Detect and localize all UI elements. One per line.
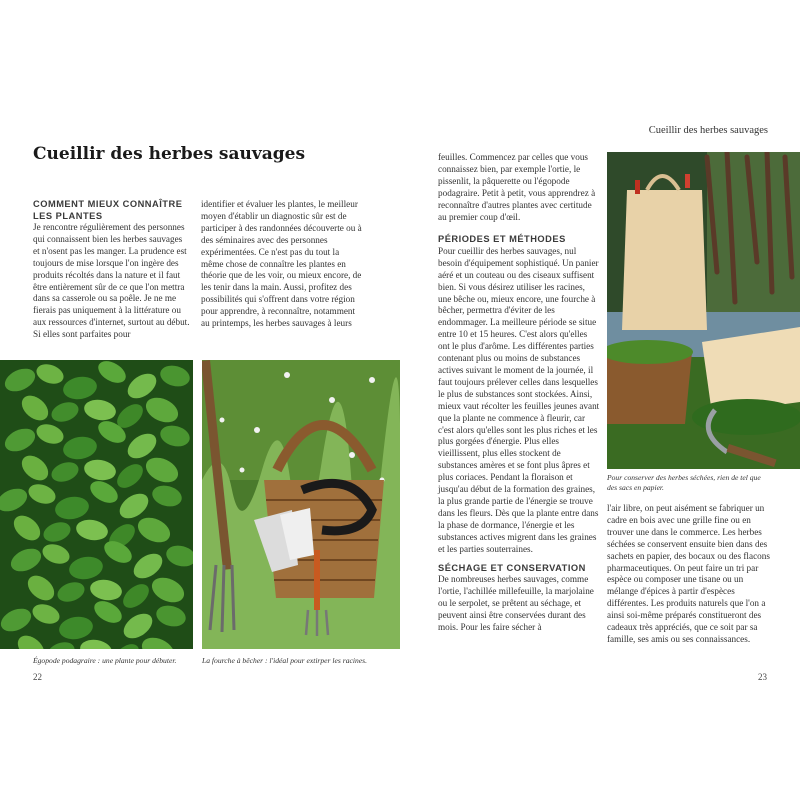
body-paragraph: Je rencontre régulièrement des personnes qui connaissent bien les herbes sauvages et n'osent pas les manger. La prudence est toujours de mise lorsque l'on ingère des produits récoltés dans la nature et il faut être entièrement sûr de ce que l'on mettra dans sa casserole ou sa poêle. Je ne me fierais pas uniquement à la littérature ou aux ressources d'internet, surtout au début. Si elles sont parfaites pour bbox=[33, 222, 190, 340]
body-paragraph: l'air libre, on peut aisément se fabriquer un cadre en bois avec une grille fine ou en trouver une dans le commerce. Les herbes séchées se conservent ensuite bien dans des sachets en papier, des bocaux ou des flacons pharmaceutiques. On peut faire un tri par espèce ou composer une tisane ou un mélange d'épices à partir d'espèces différentes. Les produits naturels que l'on a ainsi soi-même préparés constitueront des cadeaux très appréciés, que ce soit par sa famille, ses amis ou ses connaissances. bbox=[607, 503, 770, 644]
egopode-leaves-image bbox=[0, 360, 193, 649]
photo-egopode bbox=[0, 360, 193, 649]
body-paragraph-periodes: Pour cueillir des herbes sauvages, nul besoin d'équipement sophistiqué. Un panier aéré et un couteau ou des ciseaux suffisent bien. Si vous désirez utiliser les racines, une bêche ou, mieux encore, une fourche à bêcher, permettra d'éviter de les endommager. La meilleure période se situe entre 10 et 15 heures. C'est alors qu'elles ont le plus d'arôme. Les différentes parties contenant plus ou moins de substances actives suivant le moment de la journée, il faut toujours prélever celles dans lesquelles le plus de substances sont stockées. Ainsi, mieux vaut récolter les feuilles jeunes avant que la plante ne commence à fleurir, car c'est alors qu'elles sont les plus riches et les plus gorgées d'énergie. Plus elles vieillissent, plus elles stockent de substances amères et se font plus âpres et plus coriaces. Pendant la floraison et jusqu'au début de la formation des graines, la plus grande partie de l'énergie se trouve dans les fleurs. Dès que la plante entre dans la phase de dormance, l'énergie et les substances actives migrent dans les graines et les parties souterraines. bbox=[438, 245, 600, 554]
section-heading-sechage: SÉCHAGE ET CONSERVATION bbox=[438, 562, 586, 573]
right-page bbox=[400, 0, 800, 800]
left-column-1 bbox=[33, 199, 191, 341]
caption-sacs: Pour conserver des herbes séchées, rien de tel que des sacs en papier. bbox=[607, 473, 761, 492]
body-paragraph-sechage: De nombreuses herbes sauvages, comme l'ortie, l'achillée millefeuille, la marjolaine ou le serpolet, se prêtent au séchage, et peuvent ainsi être conservées durant des mois. Pour les faire sécher à bbox=[438, 574, 594, 632]
section-heading-periodes: PÉRIODES ET MÉTHODES bbox=[438, 234, 566, 245]
photo-sacs bbox=[607, 152, 800, 469]
body-paragraph-intro: feuilles. Commencez par celles que vous connaissez bien, par exemple l'ortie, le pissenlit, la pâquerette ou l'égopode podagraire. Petit à petit, vous apprendrez à reconnaître d'autres plantes avec certitude au premier coup d'œil. bbox=[438, 152, 596, 222]
right-column-1 bbox=[438, 152, 600, 634]
page-number-right: 23 bbox=[758, 672, 767, 682]
photo-fourche bbox=[202, 360, 400, 649]
caption-egopode: Égopode podagraire : une plante pour débuter. bbox=[33, 656, 177, 665]
page-title: Cueillir des herbes sauvages bbox=[33, 144, 306, 164]
running-head: Cueillir des herbes sauvages bbox=[648, 125, 768, 136]
section-heading-line1: COMMENT MIEUX CONNAÎTRE bbox=[33, 199, 183, 209]
page-number-left: 22 bbox=[33, 672, 42, 682]
section-heading-line2: LES PLANTES bbox=[33, 210, 103, 221]
body-paragraph: identifier et évaluer les plantes, le meilleur moyen d'établir un diagnostic sûr est de participer à des randonnées découverte ou à des séminaires avec des personnes expérimentées. Ce n'est pas du tout la même chose de connaître les plantes en théorie que de les voir, ou mieux encore, de les tenir dans la main. Aussi, profitez des possibilités qui s'offrent dans votre région pour apprendre, à reconnaître, notamment au printemps, les herbes sauvages à leurs bbox=[201, 199, 362, 329]
caption-fourche: La fourche à bêcher : l'idéal pour extirper les racines. bbox=[202, 656, 367, 665]
paper-bags-image bbox=[607, 152, 800, 469]
right-column-2 bbox=[607, 503, 772, 646]
section-heading-connaitre bbox=[33, 199, 191, 222]
fork-basket-image bbox=[202, 360, 400, 649]
left-column-2 bbox=[201, 199, 363, 330]
